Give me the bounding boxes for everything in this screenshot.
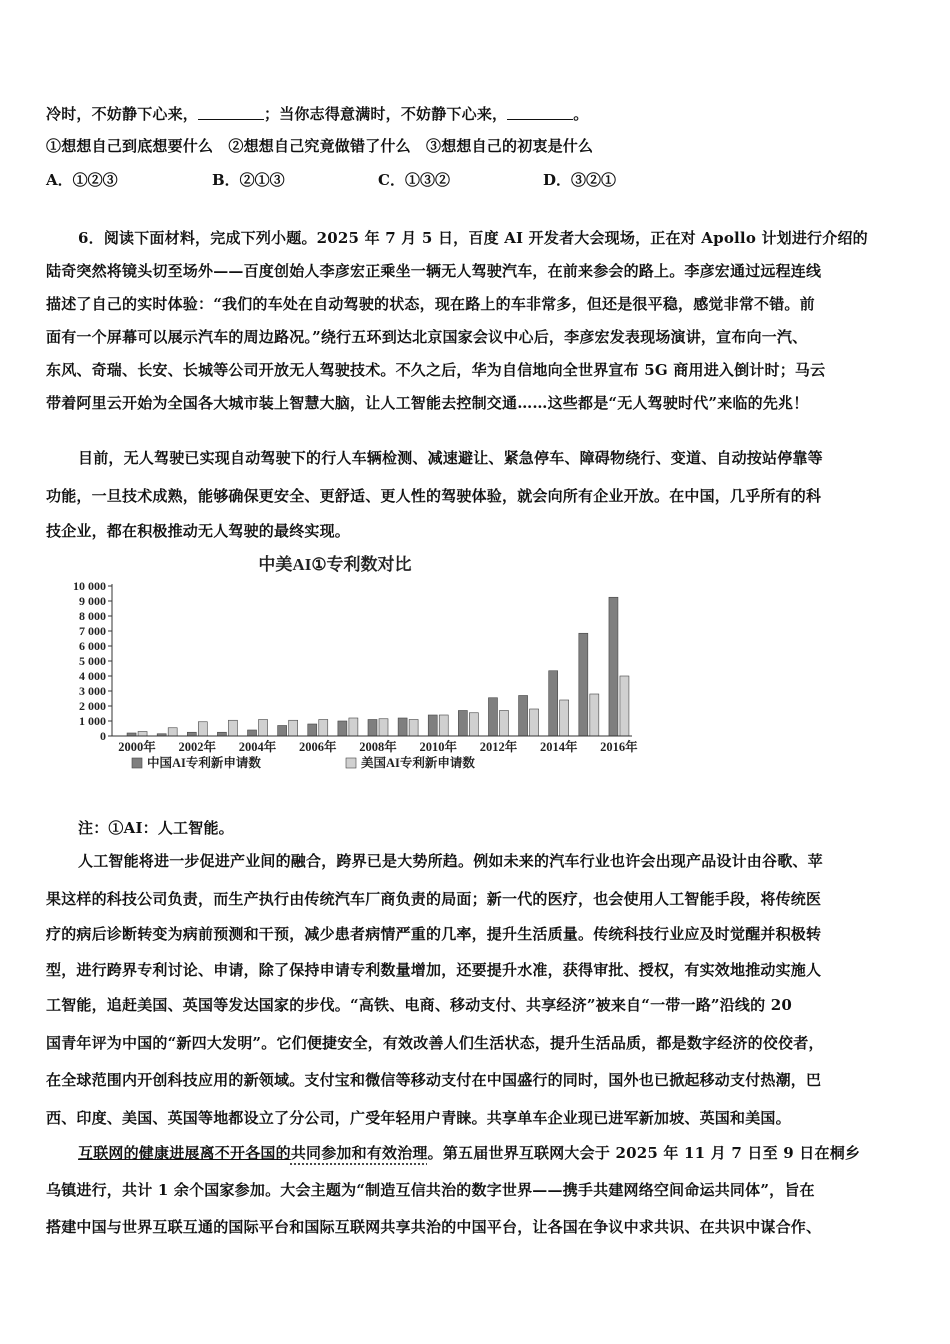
q6-p1-line: 东风、奇瑞、长安、长城等公司开放无人驾驶技术。不久之后，华为自信地向全世界宣布 5G 商用进入倒计时；马云 [46, 361, 826, 379]
answer-blank-1[interactable] [198, 105, 264, 120]
bar-usa [138, 732, 147, 737]
y-tick-label: 9 000 [79, 594, 106, 608]
bars [127, 597, 629, 736]
dotted-phrase: 共同参加和有效治理 [290, 1144, 428, 1162]
q6-p3-line: 在全球范围内开创科技应用的新领域。支付宝和微信等移动支付在中国盛行的同时，国外也已掀起移动支付热潮，巴 [46, 1071, 822, 1089]
y-tick-label: 3 000 [79, 684, 106, 698]
x-tick-label: 2014年 [539, 740, 578, 754]
q6-p4-line: 搭建中国与世界互联互通的国际平台和国际互联网共享共治的中国平台，让各国在争议中求共识、在共识中谋合作、 [46, 1218, 822, 1236]
underlined-sentence: 互联网的健康进展离不开各国的 [78, 1144, 291, 1162]
y-tick-label: 4 000 [79, 669, 106, 683]
bar-usa [319, 720, 328, 737]
q5-items: ①想想自己到底想要什么 ②想想自己究竟做错了什么 ③想想自己的初衷是什么 [46, 137, 594, 155]
legend-swatch [132, 758, 142, 768]
y-tick-label: 7 000 [79, 624, 106, 638]
q6-p3-line: 国青年评为中国的“新四大发明”。它们便捷安全，有效改善人们生活状态，提升生活品质，都是数字经济的佼佼者， [46, 1034, 824, 1052]
y-tick-label: 0 [100, 729, 106, 743]
option-d[interactable]: D．③②① [543, 171, 617, 189]
q6-p1-line: 描述了自己的实时体验：“我们的车处在自动驾驶的状态，现在路上的车非常多，但还是很平稳，感觉非常不错。前 [46, 295, 815, 313]
option-b[interactable]: B．②①③ [212, 171, 285, 189]
bar-china [519, 696, 528, 737]
q6-p3-line: 工智能，追赶美国、英国等发达国家的步伐。“高铁、电商、移动支付、共享经济”被来自“一带一路”沿线的 20 [46, 996, 793, 1014]
q6-p1-line: 6．阅读下面材料，完成下列小题。2025 年 7 月 5 日，百度 AI 开发者大会现场，正在对 Apollo 计划进行介绍的 [78, 229, 868, 247]
bar-usa [560, 700, 569, 736]
legend-swatch [346, 758, 356, 768]
bar-china [187, 732, 196, 736]
x-tick-label: 2016年 [600, 740, 638, 754]
q5-stem-part-a: 冷时，不妨静下心来， [46, 105, 199, 123]
bar-usa [530, 709, 539, 736]
bar-usa [168, 728, 177, 736]
q5-stem-end: 。 [573, 105, 589, 123]
patent-comparison-chart [70, 548, 640, 778]
q6-p1-line: 面有一个屏幕可以展示汽车的周边路况。”绕行五环到达北京国家会议中心后，李彦宏发表现场演讲，宣布向一汽、 [46, 328, 808, 346]
x-tick-label: 2002年 [178, 740, 217, 754]
y-tick-label: 5 000 [79, 654, 106, 668]
chart-title: 中美AI①专利数对比 [258, 555, 412, 574]
y-tick-label: 2 000 [79, 699, 106, 713]
q6-p3-line: 型，进行跨界专利讨论、申请，除了保持申请专利数量增加，还要提升水准，获得审批、授权，有实效地推动实施人 [46, 961, 822, 979]
y-tick-label: 8 000 [79, 609, 106, 623]
bar-usa [259, 720, 268, 737]
q6-p3-line: 疗的病后诊断转变为病前预测和干预，减少患者病情严重的几率，提升生活质量。传统科技行业应及时觉醒并积极转 [46, 925, 822, 943]
bar-usa [620, 676, 629, 736]
bar-china [217, 732, 226, 736]
x-axis [112, 736, 638, 754]
q6-p1-line: 陆奇突然将镜头切至场外——百度创始人李彦宏正乘坐一辆无人驾驶汽车，在前来参会的路上。李彦宏通过远程连线 [46, 262, 822, 280]
footnote: 注：①AI：人工智能。 [78, 819, 234, 837]
bar-usa [409, 720, 418, 737]
y-axis [73, 579, 112, 743]
x-tick-label: 2010年 [419, 740, 457, 754]
y-tick-label: 6 000 [79, 639, 106, 653]
option-a[interactable]: A．①②③ [46, 171, 118, 189]
q6-p2-line: 功能，一旦技术成熟，能够确保更安全、更舒适、更人性的驾驶体验，就会向所有企业开放。在中国，几乎所有的科 [46, 487, 822, 505]
legend-label: 中国AI专利新申请数 [147, 756, 261, 770]
q6-p2-line: 技企业，都在积极推动无人驾驶的最终实现。 [46, 522, 351, 540]
bar-china [398, 718, 407, 736]
q6-p3-line: 西、印度、美国、英国等地都设立了分公司，广受年轻用户青睐。共享单车企业现已进军新加坡、英国和美国。 [46, 1109, 791, 1127]
x-tick-label: 2000年 [118, 740, 156, 754]
bar-usa [499, 711, 508, 737]
q6-p2-line: 目前，无人驾驶已实现自动驾驶下的行人车辆检测、减速避让、紧急停车、障碍物绕行、变道、自动按站停靠等 [78, 449, 823, 467]
bar-china [579, 633, 588, 736]
x-tick-label: 2012年 [479, 740, 518, 754]
bar-china [308, 724, 317, 736]
answer-blank-2[interactable] [507, 105, 573, 120]
q6-p3-line: 人工智能将进一步促进产业间的融合，跨界已是大势所趋。例如未来的汽车行业也许会出现产品设计由谷歌、苹 [78, 852, 823, 870]
bar-china [609, 597, 618, 736]
y-tick-label: 10 000 [73, 579, 106, 593]
x-tick-label: 2008年 [359, 740, 397, 754]
bar-china [488, 698, 497, 736]
legend-label: 美国AI专利新申请数 [361, 756, 475, 770]
q6-p4-line: 乌镇进行，共计 1 余个国家参加。大会主题为“制造互信共治的数字世界——携手共建网络空间命运共同体”，旨在 [46, 1181, 815, 1199]
bar-usa [349, 718, 358, 736]
x-tick-label: 2006年 [299, 740, 337, 754]
bar-china [428, 715, 437, 736]
q6-p1-line: 带着阿里云开始为全国各大城市装上智慧大脑，让人工智能去控制交通……这些都是“无人驾驶时代”来临的先兆！ [46, 394, 809, 412]
bar-usa [198, 722, 207, 736]
bar-usa [590, 694, 599, 736]
bar-china [458, 711, 467, 737]
bar-china [248, 730, 257, 736]
option-c[interactable]: C．①③② [378, 171, 450, 189]
bar-china [278, 726, 287, 737]
p4-rest: 。第五届世界互联网大会于 2025 年 11 月 7 日至 9 日在桐乡 [427, 1144, 861, 1162]
q5-stem-part-b: ；当你志得意满时，不妨静下心来， [264, 105, 508, 123]
x-tick-label: 2004年 [238, 740, 277, 754]
q5-stem [46, 104, 588, 124]
bar-china [368, 720, 377, 737]
y-tick-label: 1 000 [79, 714, 106, 728]
q6-p4-first-line [78, 1143, 860, 1163]
q6-p3-line: 果这样的科技公司负责，而生产执行由传统汽车厂商负责的局面；新一代的医疗，也会使用人工智能手段，将传统医 [46, 890, 822, 908]
bar-usa [439, 715, 448, 736]
bar-usa [379, 719, 388, 736]
bar-usa [228, 720, 237, 736]
bar-china [549, 671, 558, 736]
bar-usa [289, 720, 298, 736]
bar-usa [469, 713, 478, 736]
chart-legend [132, 755, 475, 770]
bar-china [338, 721, 347, 736]
